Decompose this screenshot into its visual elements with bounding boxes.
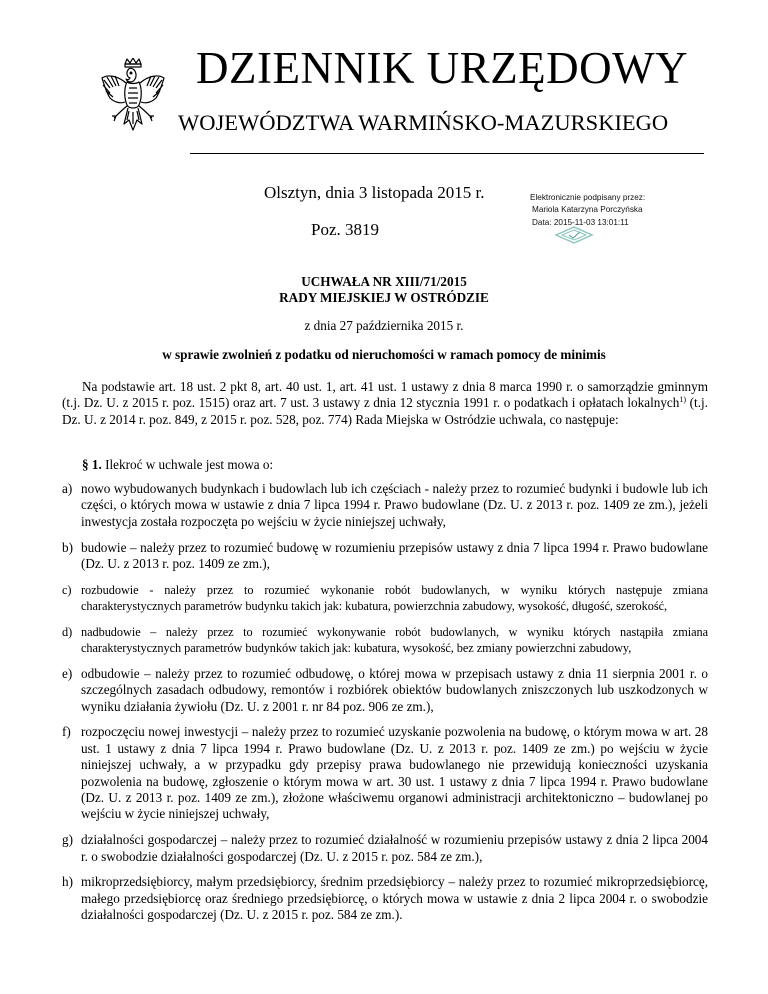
journal-title: DZIENNIK URZĘDOWY (196, 43, 689, 93)
definition-text: działalności gospodarczej – należy przez to rozumieć działalność w rozumieniu przepisów ustawy z dnia 2 lipca 2004 r. o swobodzie działalności gospodarczej (Dz. U. z 2015 r. poz. 584 ze zm.), (81, 832, 708, 864)
definition-text: nadbudowie – należy przez to rozumieć wykonywanie robót budowlanych, w wyniku których nastąpiła zmiana charakterystycznych parametrów budynków takich jak: kubatura, wysokość, bez zmiany powierzchni zabudowy, (81, 624, 708, 656)
resolution-subject: w sprawie zwolnień z podatku od nieruchomości w ramach pomocy de minimis (162, 347, 606, 362)
definition-text: nowo wybudowanych budynkach i budowlach lub ich częściach - należy przez to rozumieć budynki i budowle lub ich części, o których mowa w ustawie z dnia 7 lipca 1994 r. Prawo budowlane (Dz. U. z 2013 r. poz. 1409 ze zm.), jeżeli inwestycja została rozpoczęta po wejściu w życie niniejszej uchwały, (81, 481, 708, 529)
definition-item (62, 832, 708, 865)
preamble-text-part2: (t.j. Dz. U. z 2014 r. poz. 849, z 2015 r. poz. 528, poz. 774) Rada Miejska w Ostródzie uchwala, co następuje: (62, 395, 708, 427)
preamble-text-part1: Na podstawie art. 18 ust. 2 pkt 8, art. 40 ust. 1, art. 41 ust. 1 ustawy z dnia 8 marca 1990 r. o samorządzie gminnym (t.j. Dz. U. z 2015 r. poz. 1515) oraz art. 7 ust. 3 ustawy z dnia 12 stycznia 1991 r. o podatkach i opłatach lokalnych (62, 379, 708, 411)
definition-marker: c) (62, 582, 72, 597)
definition-marker: a) (62, 481, 73, 496)
section-1-intro (82, 457, 708, 473)
definition-text: odbudowie – należy przez to rozumieć odbudowę, o której mowa w przepisach ustawy z dnia 11 sierpnia 2001 r. o szczególnych zasadach odbudowy, remontów i rozbiórek obiektów budowlanych zniszczonych lub uszkodzonych w wyniku działania żywiołu (Dz. U. z 2001 r. nr 84 poz. 906 ze zm.), (81, 665, 708, 714)
definition-text: rozpoczęciu nowej inwestycji – należy przez to rozumieć uzyskanie pozwolenia na budowę, o którym mowa w art. 28 ust. 1 ustawy z dnia 7 lipca 1994 r. Prawo budowlane (Dz. U. z 2013 r. poz. 1409 ze zm.) po wejściu w życie niniejszej uchwały, a w przypadku gdy przepisy prawa budowlanego nie przewidują konieczności uzyskania pozwolenia na budowę, zgłoszenie o którym mowa w art. 30 ust. 1 ustawy z dnia 7 lipca 1994 r. Prawo budowlane (Dz. U. z 2013 r. poz. 1409 ze zm.), złożone właściwemu organowi administracji architektoniczno – budowlanej po wejściu w życie niniejszej uchwały, (81, 724, 708, 822)
definition-item (62, 666, 708, 715)
journal-subtitle: WOJEWÓDZTWA WARMIŃSKO-MAZURSKIEGO (178, 110, 669, 135)
place-and-date: Olsztyn, dnia 3 listopada 2015 r. (264, 183, 485, 202)
e-signature-check-icon (554, 226, 594, 244)
definition-text: budowie – należy przez to rozumieć budowę w rozumieniu przepisów ustawy z dnia 7 lipca 1994 r. Prawo budowlane (Dz. U. z 2013 r. poz. 1409 ze zm.), (81, 539, 708, 571)
signature-date: Data: 2015-11-03 13:01:11 (532, 218, 629, 227)
preamble-paragraph (62, 379, 708, 428)
definition-marker: f) (62, 724, 71, 740)
resolution-number: UCHWAŁA NR XIII/71/2015 (301, 274, 467, 289)
definitions-list (62, 481, 708, 933)
white-eagle-emblem-icon (100, 58, 166, 140)
definition-item (62, 481, 708, 530)
definition-marker: e) (62, 665, 73, 681)
definition-marker: h) (62, 874, 73, 890)
definition-item (62, 540, 708, 573)
resolution-date: z dnia 27 października 2015 r. (304, 318, 464, 333)
position-number: Poz. 3819 (311, 220, 379, 239)
definition-item (62, 724, 708, 822)
electronic-signature-stamp[interactable] (530, 191, 690, 247)
definition-marker: d) (62, 624, 73, 639)
masthead-divider (190, 153, 704, 154)
section-1-intro-text: Ilekroć w uchwale jest mowa o: (101, 457, 274, 472)
resolution-council: RADY MIEJSKIEJ W OSTRÓDZIE (279, 290, 489, 305)
definition-text: mikroprzedsiębiorcy, małym przedsiębiorcy, średnim przedsiębiorcy – należy przez to rozumieć mikroprzedsiębiorcę, małego przedsiębiorcę oraz średniego przedsiębiorcę, o których mowa w ustawie z dnia 2 lipca 2004 r. o swobodzie działalności gospodarczej (Dz. U. z 2015 r. poz. 584 ze zm.). (81, 874, 708, 923)
definition-text: rozbudowie - należy przez to rozumieć wykonanie robót budowlanych, w wyniku których następuje zmiana charakterystycznych parametrów budynku takich jak: kubatura, powierzchnia zabudowy, wysokość, długość, szerokość, (81, 582, 708, 614)
signature-label: Elektronicznie podpisany przez: (530, 193, 646, 202)
definition-item (62, 582, 708, 615)
footnote-reference[interactable]: 1) (679, 395, 687, 405)
definition-item (62, 874, 708, 923)
signature-signer: Mariola Katarzyna Porczyńska (532, 205, 643, 214)
section-1-label: § 1. (82, 457, 102, 472)
definition-marker: b) (62, 539, 73, 555)
definition-item (62, 624, 708, 657)
definition-marker: g) (62, 832, 73, 848)
